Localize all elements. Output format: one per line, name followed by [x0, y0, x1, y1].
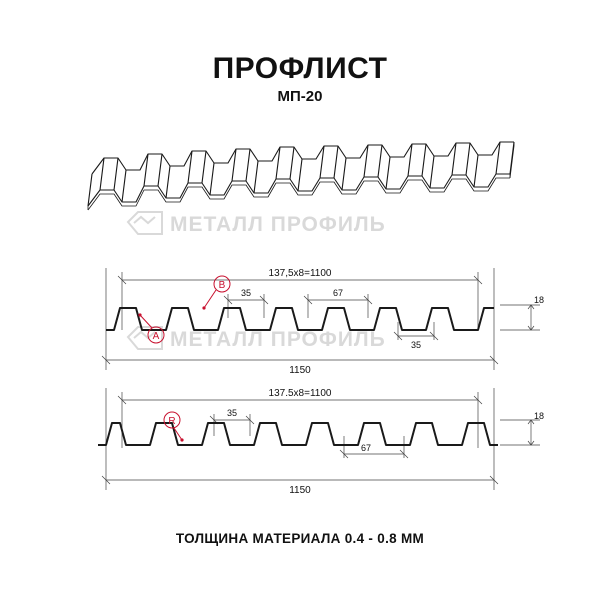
page-title: ПРОФЛИСТ [212, 52, 388, 85]
dim-pitch-small-r: 35 [226, 408, 238, 418]
dim-pitch-large-a: 67 [332, 288, 344, 298]
dim-height-r: 18 [533, 411, 545, 421]
mark-b [202, 276, 230, 310]
profile-section-bottom [98, 423, 498, 445]
mark-r [164, 412, 184, 442]
dim-bottom-a: 1150 [289, 365, 311, 376]
section-view-r [98, 388, 544, 496]
thickness-note: ТОЛЩИНА МАТЕРИАЛА 0.4 - 0.8 ММ [175, 531, 425, 546]
dim-bottom-r: 1150 [289, 485, 311, 496]
watermark-text-2: МЕТАЛЛ ПРОФИЛЬ [170, 328, 386, 351]
mark-b-label: B [218, 280, 226, 291]
dim-pitch-small-a: 35 [240, 288, 252, 298]
mark-a-label: A [152, 331, 160, 342]
dim-pitch-large-r: 67 [360, 443, 372, 453]
model-label: МП-20 [277, 88, 323, 105]
mark-r-label: R [168, 416, 176, 427]
watermark-text-1: МЕТАЛЛ ПРОФИЛЬ [170, 213, 386, 236]
dim-top-r: 137.5х8=1100 [268, 388, 332, 399]
dim-top-a: 137,5х8=1100 [268, 268, 332, 279]
profile-section-top [106, 308, 494, 330]
dim-height-a: 18 [533, 295, 545, 305]
watermark-1 [128, 212, 386, 236]
isometric-profile-sheet [88, 142, 514, 210]
dim-pitch-small-a2: 35 [410, 340, 422, 350]
section-view-a-b [102, 268, 544, 376]
